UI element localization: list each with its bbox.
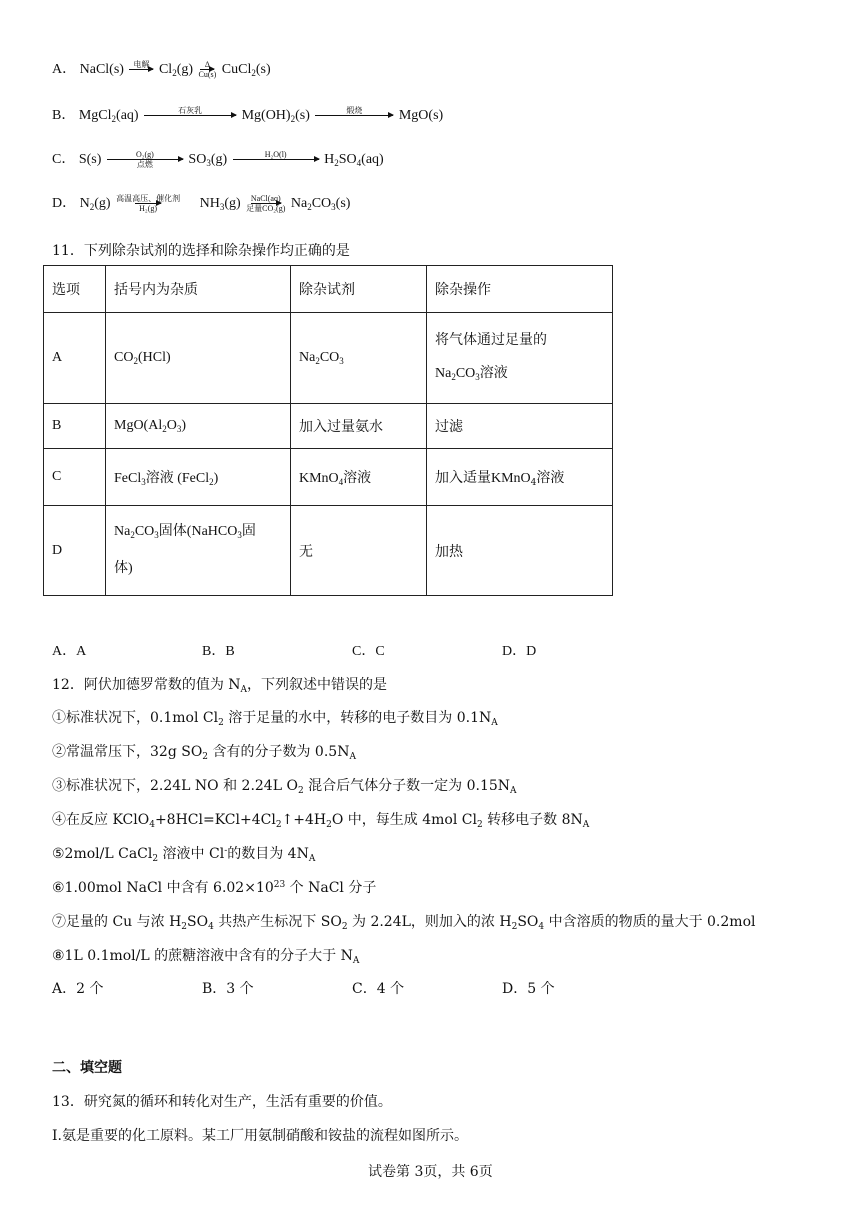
table-cell: B: [44, 404, 106, 449]
q12-statement-3: ③标准状况下，2.24L NO 和 2.24L $O_2$ 混合后气体分子数一定为 $0.15N_A$: [52, 778, 517, 796]
table-cell: 无: [291, 506, 427, 596]
q12-statement-2: ②常温常压下，32g $SO_2$ 含有的分子数为 $0.5N_A$: [52, 744, 356, 762]
q12-statement-4: ④在反应 $KClO_4+8HCl=KCl+4Cl_2↑+4H_2O$ 中，每生成 4mol $Cl_2$ 转移电子数 $8N_A$: [52, 812, 590, 830]
choice-b: B．3 个: [202, 981, 254, 997]
q12-stem: 12．阿伏加德罗常数的值为 $N_A$，下列叙述中错误的是: [52, 677, 388, 695]
table-row: [44, 506, 613, 596]
table-cell: $MgO(Al_2O_3)$: [106, 404, 291, 449]
q10-option-c: C． S(s) O₂(g) 点燃 $SO_3(g)$ H₂O(l) $H_2SO_4(aq)$: [52, 150, 384, 170]
reaction-arrow: NaCl(aq) 足量CO₂(g): [246, 194, 286, 214]
q12-statement-5: ⑤2mol/L CaCl$_2$ 溶液中 Cl-的数目为 $4N_A$: [52, 846, 316, 864]
header-cell: 除杂试剂: [291, 266, 427, 313]
reaction-arrow: $\frac{\Delta}{Cu(s)}$: [198, 60, 217, 80]
choice-b: B．B: [202, 644, 235, 659]
table-cell: D: [44, 506, 106, 596]
q10-option-d: D． $N_2(g)$ 高温高压、催化剂 H₂(g) $NH_3(g)$ NaCl(aq) 足量CO₂(g) $Na_2CO_3(s)$: [52, 194, 351, 214]
q10-option-b: B． MgCl$_2$(aq) 石灰乳 $Mg(OH)_2(s)$ 煅烧 MgO(s): [52, 106, 444, 124]
choice-d: D．D: [502, 644, 537, 659]
reaction-arrow: 高温高压、催化剂 H₂(g): [116, 194, 181, 214]
table-cell: KMnO$_4$溶液: [291, 449, 427, 506]
table-cell: $Na_2CO_3$: [291, 313, 427, 404]
table-cell: 加入适量KMnO$_4$溶液: [427, 449, 613, 506]
reaction-arrow: 电解: [129, 60, 153, 79]
q12-statement-6: ⑥1.00mol NaCl 中含有 $6.02\times 10^{23}$ 个 NaCl 分子: [52, 880, 377, 896]
reaction-arrow: 石灰乳: [144, 106, 236, 125]
q13-part1: I.氨是重要的化工原料。某工厂用氨制硝酸和铵盐的流程如图所示。: [52, 1128, 468, 1144]
table-row: [44, 404, 613, 449]
q11-stem: 11．下列除杂试剂的选择和除杂操作均正确的是: [52, 243, 350, 259]
table-header-row: [44, 266, 613, 313]
table-cell: $CO_2(HCl)$: [106, 313, 291, 404]
q12-statement-1: ①标准状况下，0.1mol $Cl_2$ 溶于足量的水中，转移的电子数目为 $0.1N_A$: [52, 710, 498, 728]
q12-statement-7: ⑦足量的 Cu 与浓 $H_2SO_4$ 共热产生标况下 $SO_2$ 为 2.24L，则加入的浓 $H_2SO_4$ 中含溶质的物质的量大于 0.2mol: [52, 914, 756, 932]
q12-statement-8: ⑧1L 0.1mol/L 的蔗糖溶液中含有的分子大于 $N_A$: [52, 948, 360, 966]
choice-a: A．2 个: [52, 981, 104, 997]
header-cell: 括号内为杂质: [106, 266, 291, 313]
section-title: 二、填空题: [52, 1060, 122, 1076]
table-cell: 过滤: [427, 404, 613, 449]
table-cell: FeCl$_3$溶液 (FeCl$_2$): [106, 449, 291, 506]
q11-table: [43, 265, 613, 596]
table-cell: A: [44, 313, 106, 404]
table-cell: 将气体通过足量的 $Na_2CO_3$溶液: [427, 313, 613, 404]
header-cell: 除杂操作: [427, 266, 613, 313]
q10-option-a: A． NaCl(s) 电解 $Cl_2(g)$ $\frac{\Delta}{Cu(s)}$ CuCl$_2$(s): [52, 60, 271, 80]
reaction-arrow: 煅烧: [315, 106, 393, 125]
table-cell: $Na_2CO_3$固体(NaHCO$_3$固 体): [106, 506, 291, 596]
choice-c: C．C: [352, 644, 385, 659]
reaction-arrow: H₂O(l): [233, 150, 319, 169]
choice-d: D．5 个: [502, 981, 555, 997]
choice-a: A．A: [52, 644, 87, 659]
table-cell: C: [44, 449, 106, 506]
table-cell: 加入过量氨水: [291, 404, 427, 449]
reaction-arrow: O₂(g) 点燃: [107, 150, 183, 169]
header-cell: 选项: [44, 266, 106, 313]
choice-c: C．4 个: [352, 981, 405, 997]
page-footer: 试卷第 3页，共 6页: [368, 1164, 493, 1180]
q13-stem: 13．研究氮的循环和转化对生产，生活有重要的价值。: [52, 1094, 392, 1110]
table-row: [44, 449, 613, 506]
table-cell: 加热: [427, 506, 613, 596]
table-row: [44, 313, 613, 404]
